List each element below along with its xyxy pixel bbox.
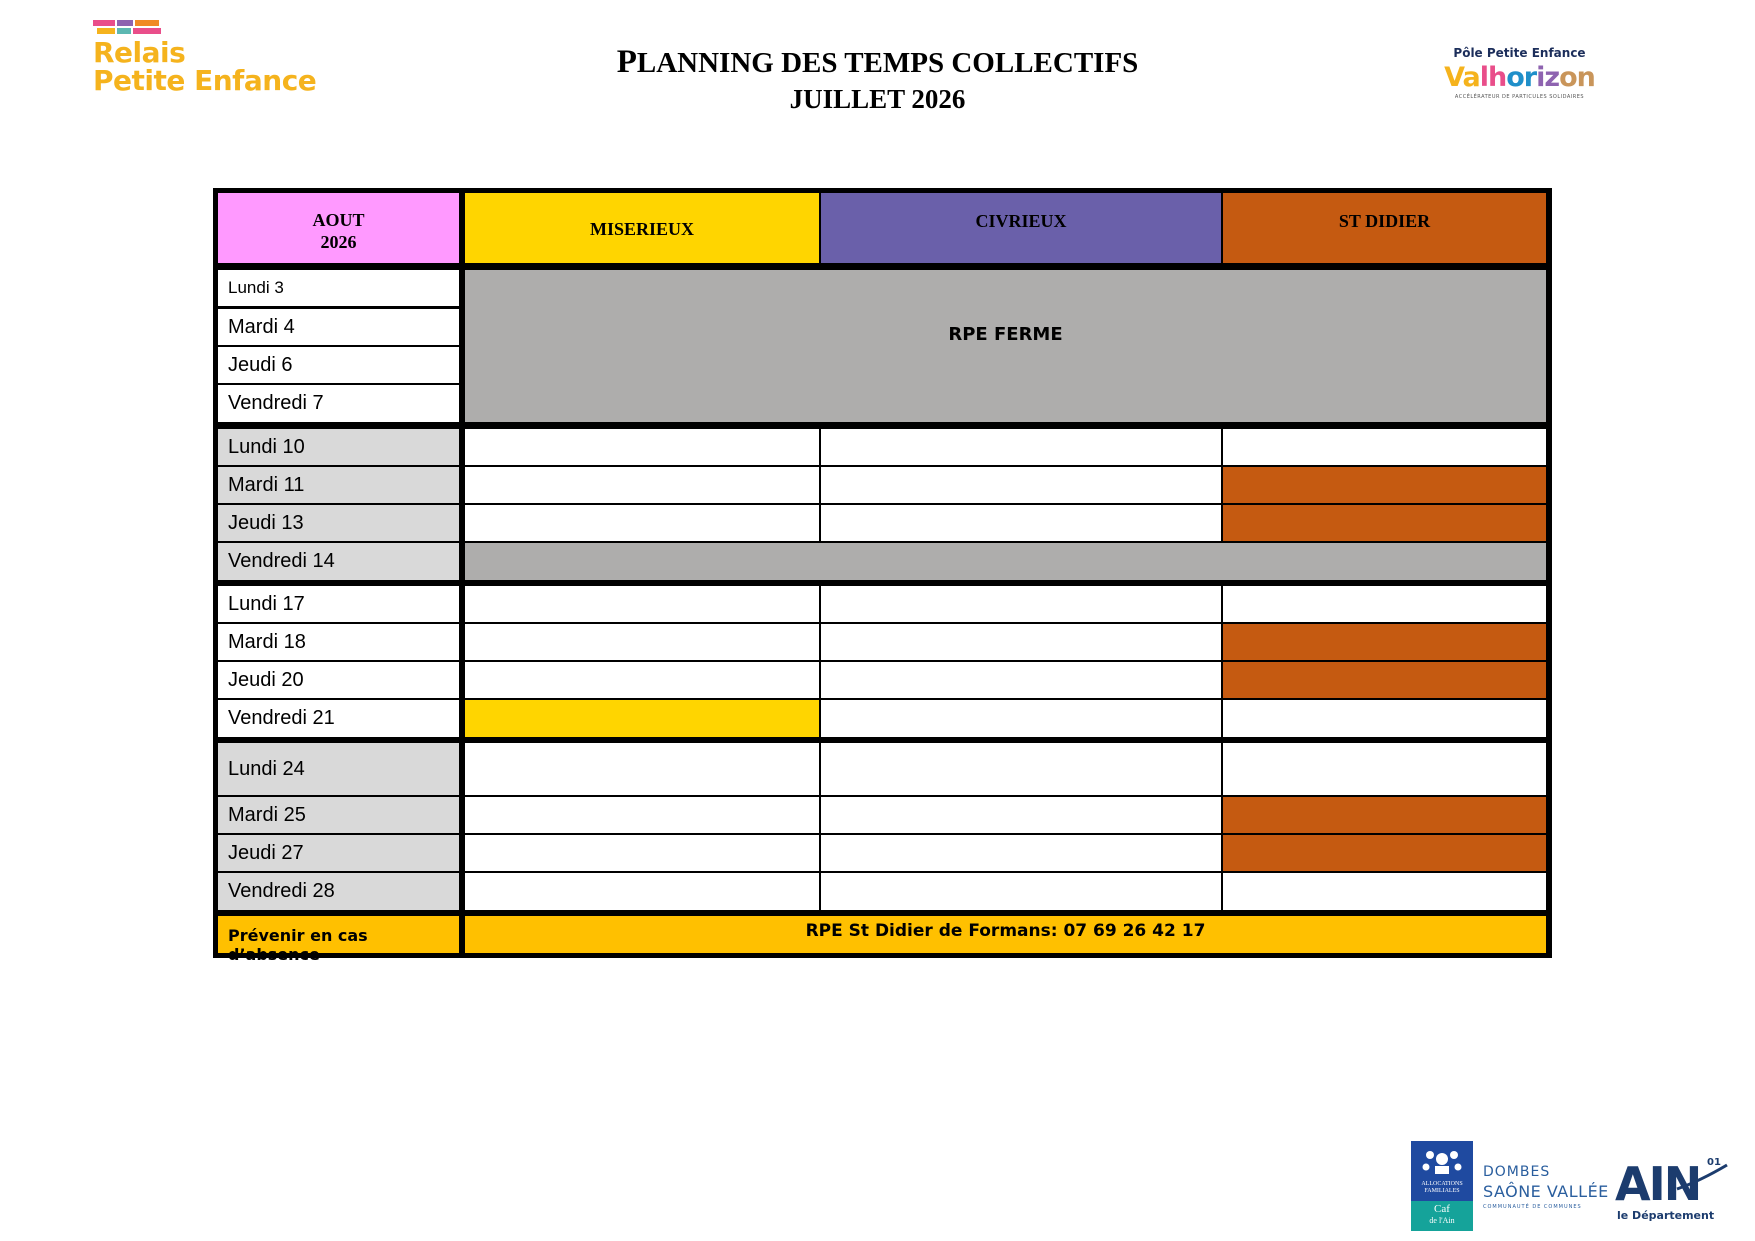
- ain-num: 01: [1707, 1157, 1721, 1168]
- slot-st-didier-17: [1223, 586, 1546, 622]
- slot-miserieux-18: [465, 624, 819, 660]
- slot-civrieux-18: [821, 624, 1221, 660]
- month-header-line2: 2026: [320, 232, 357, 252]
- day-lundi-10: Lundi 10: [218, 429, 459, 465]
- day-lundi-24: Lundi 24: [218, 743, 459, 795]
- page-subtitle: JUILLET 2026: [789, 84, 966, 114]
- slot-st-didier-13: [1223, 505, 1546, 541]
- ain-sub: le Département: [1617, 1209, 1715, 1222]
- dsv-line1: DOMBES: [1483, 1164, 1551, 1180]
- day-mardi-25: Mardi 25: [218, 797, 459, 833]
- slot-miserieux-21: [465, 700, 819, 737]
- day-vendredi-14: Vendredi 14: [218, 543, 459, 580]
- slot-civrieux-11: [821, 467, 1221, 503]
- planning-table: [213, 188, 1552, 964]
- slot-miserieux-27: [465, 835, 819, 871]
- day-jeudi-27: Jeudi 27: [218, 835, 459, 871]
- ain-departement-logo: [1615, 1157, 1735, 1227]
- ain-main: AIN: [1615, 1157, 1701, 1211]
- month-header-line1: AOUT: [312, 210, 365, 230]
- slot-closed-14: [465, 543, 1546, 580]
- slot-miserieux-13: [465, 505, 819, 541]
- day-jeudi-20: Jeudi 20: [218, 662, 459, 698]
- slot-miserieux-28: [465, 873, 819, 910]
- slot-civrieux-13: [821, 505, 1221, 541]
- dsv-line3: COMMUNAUTÉ DE COMMUNES: [1483, 1204, 1582, 1210]
- slot-civrieux-21: [821, 700, 1221, 737]
- slot-civrieux-24: [821, 743, 1221, 795]
- day-jeudi-13: Jeudi 13: [218, 505, 459, 541]
- slot-miserieux-17: [465, 586, 819, 622]
- col-header-miserieux: MISERIEUX: [465, 193, 819, 263]
- logo-right-main: Valhorizon: [1444, 62, 1595, 93]
- month-header: [218, 193, 459, 263]
- day-lundi-3: Lundi 3: [218, 270, 459, 306]
- caf-place: de l'Ain: [1429, 1216, 1455, 1225]
- valhorizon-logo: [1432, 46, 1607, 106]
- logo-left-line2: Petite Enfance: [93, 64, 317, 97]
- footer-contact: RPE St Didier de Formans: 07 69 26 42 17: [465, 916, 1546, 953]
- slot-st-didier-28: [1223, 873, 1546, 910]
- day-lundi-17: Lundi 17: [218, 586, 459, 622]
- slot-miserieux-25: [465, 797, 819, 833]
- closed-block: [465, 270, 1546, 422]
- slot-miserieux-20: [465, 662, 819, 698]
- slot-st-didier-21: [1223, 700, 1546, 737]
- day-vendredi-21: Vendredi 21: [218, 700, 459, 737]
- caf-name: Caf: [1434, 1203, 1450, 1215]
- dombes-saone-vallee-logo: [1479, 1164, 1609, 1224]
- day-jeudi-6: Jeudi 6: [218, 347, 459, 383]
- title-initial: P: [616, 44, 637, 80]
- logo-right-top: Pôle Petite Enfance: [1453, 46, 1586, 60]
- slot-st-didier-10: [1223, 429, 1546, 465]
- slot-st-didier-27: [1223, 835, 1546, 871]
- col-header-civrieux: CIVRIEUX: [821, 193, 1221, 263]
- slot-miserieux-11: [465, 467, 819, 503]
- ain-swoosh-icon: [1675, 1163, 1730, 1193]
- day-mardi-18: Mardi 18: [218, 624, 459, 660]
- slot-st-didier-18: [1223, 624, 1546, 660]
- caf-logo: [1411, 1141, 1473, 1231]
- slot-st-didier-20: [1223, 662, 1546, 698]
- slot-civrieux-28: [821, 873, 1221, 910]
- title-rest: LANNING DES TEMPS COLLECTIFS: [636, 47, 1139, 79]
- day-vendredi-28: Vendredi 28: [218, 873, 459, 910]
- slot-miserieux-10: [465, 429, 819, 465]
- day-mardi-4: Mardi 4: [218, 309, 459, 345]
- caf-name-block: [1411, 1201, 1473, 1231]
- footer-label: Prévenir en cas d’absence: [218, 916, 459, 953]
- slot-civrieux-10: [821, 429, 1221, 465]
- slot-st-didier-25: [1223, 797, 1546, 833]
- logo-right-sub: ACCÉLÉRATEUR DE PARTICULES SOLIDAIRES: [1454, 94, 1585, 100]
- slot-st-didier-11: [1223, 467, 1546, 503]
- slot-civrieux-20: [821, 662, 1221, 698]
- day-vendredi-7: Vendredi 7: [218, 385, 459, 422]
- closed-label: RPE FERME: [948, 324, 1063, 345]
- col-header-st-didier: ST DIDIER: [1223, 193, 1546, 263]
- logo-left-line1: Relais: [93, 36, 186, 69]
- dsv-line2: SAÔNE VALLÉE: [1483, 1182, 1609, 1201]
- slot-civrieux-17: [821, 586, 1221, 622]
- slot-st-didier-24: [1223, 743, 1546, 795]
- slot-civrieux-25: [821, 797, 1221, 833]
- day-mardi-11: Mardi 11: [218, 467, 459, 503]
- slot-civrieux-27: [821, 835, 1221, 871]
- slot-miserieux-24: [465, 743, 819, 795]
- caf-alloc-text: ALLOCATIONS FAMILIALES: [1421, 1181, 1463, 1194]
